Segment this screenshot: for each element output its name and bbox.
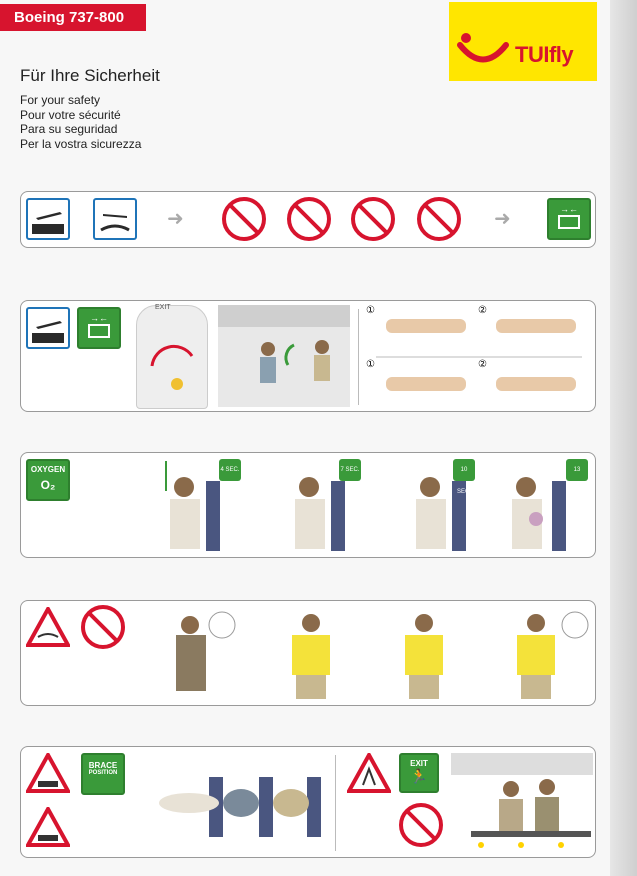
landing-warning-icon [26,807,70,847]
no-smoking-icon [222,197,266,241]
seatbelt-steps [366,305,592,409]
takeoff-icon [26,307,70,349]
step-number: ① [366,305,375,316]
brace-position-sign-icon [81,753,125,795]
card-edge [610,0,637,876]
landing-icon [93,198,137,240]
panel-brace-evacuation [20,746,596,858]
exit-sign-icon: EXIT 🏃 [399,753,439,793]
evacuation-illustration [451,753,593,853]
svg-text:→←: →← [560,204,578,214]
timer-badge: 10 SEC. [453,459,475,481]
landing-warning-icon [26,753,70,793]
lifevest-under-seat-illustration [156,605,236,703]
panel-seatbelt-exits [20,300,596,412]
subtitle-it: Per la vostra sicurezza [20,136,142,151]
lifevest-step-2 [379,605,469,703]
exit-door-illustration [136,305,208,409]
exit-sign-label: EXIT [410,759,428,768]
oxygen-label: OXYGEN [30,465,66,474]
brace-position-illustration [149,757,329,849]
lifevest-step-3 [491,605,591,703]
step-number: ② [478,305,487,316]
no-high-heels-icon [81,605,125,649]
divider [358,309,359,405]
tui-smile-icon [457,32,509,66]
water-landing-warning-icon [26,607,70,647]
oxygen-step-1 [126,457,234,555]
no-mobile-phone-icon [287,197,331,241]
lifevest-step-1 [266,605,356,703]
fire-warning-icon [347,753,391,793]
step-number: ② [478,359,487,370]
timer-badge: 4 SEC. [219,459,241,481]
timer-badge: 7 SEC. [339,459,361,481]
seatbelt-sign-icon [77,307,121,349]
no-electronics-icon [351,197,395,241]
panel-restrictions [20,191,596,248]
seatbelt-sign-icon [547,198,591,240]
timer-badge: 13 SEC. [566,459,588,481]
brand-name: TUIfly [515,42,574,67]
aircraft-model-label: Boeing 737-800 [0,4,146,31]
subtitle-list [20,93,141,151]
step-number: ① [366,359,375,370]
divider [335,755,336,851]
subtitle-es: Para su seguridad [20,122,118,136]
panel-life-vest [20,600,596,706]
passengers-seated-illustration [218,305,350,407]
exit-label: EXIT [155,304,171,311]
panel-oxygen [20,452,596,558]
brace-sub-label: POSITION [88,770,118,776]
oxygen-symbol: O₂ [40,478,56,492]
no-baggage-icon [399,803,443,847]
svg-text:→←: →← [90,313,108,323]
subtitle-fr: Pour votre sécurité [20,107,121,122]
page-title: Für Ihre Sicherheit [20,66,160,85]
subtitle-en: For your safety [20,93,101,107]
no-radio-icon [417,197,461,241]
takeoff-icon [26,198,70,240]
arrow-right-icon: ➜ [494,208,511,230]
brace-label: BRACE [88,761,118,770]
tuifly-logo [449,2,597,81]
oxygen-sign-icon [26,459,70,501]
arrow-right-icon: ➜ [167,208,184,230]
